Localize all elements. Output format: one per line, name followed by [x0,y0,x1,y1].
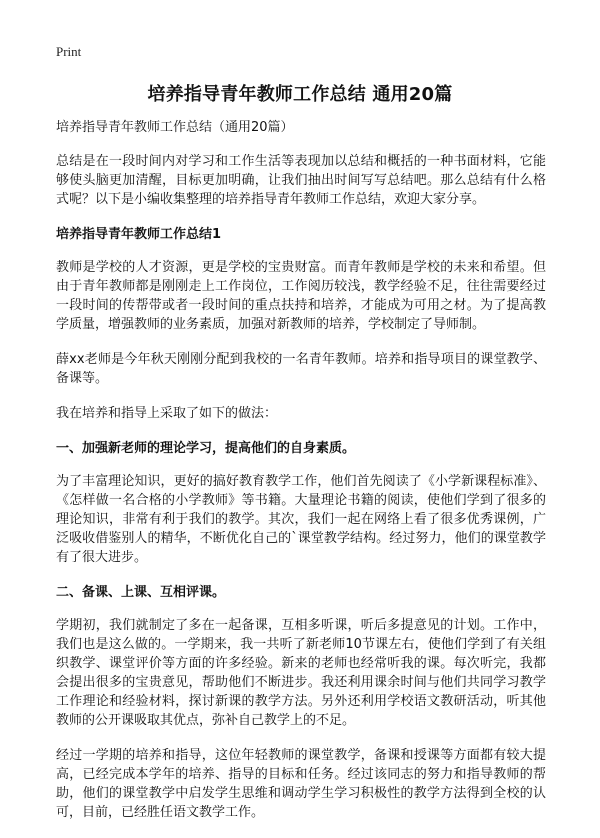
paragraph-6: 经过一学期的培养和指导，这位年轻教师的课堂教学，备课和授课等方面都有较大提高，已经完成本学年的培养、指导的目标和任务。经过该同志的努力和指导教师的帮助，他们的课堂教学中启发学生思维和调动学生学习积极性的教学方法得到全校的认可，目前，已经胜任语文教学工作。 [56,748,546,820]
subheading-lessons: 二、备课、上课、互相评课。 [56,585,226,600]
article-subtitle: 培养指导青年教师工作总结（通用20篇） [56,120,294,135]
print-link[interactable]: Print [56,44,82,59]
paragraph-4: 为了丰富理论知识，更好的搞好教育教学工作，他们首先阅读了《小学新课程标准》、《怎样做一名合格的小学教师》等书籍。大量理论书籍的阅读，使他们学到了很多的理论知识，非常有利于我们的教学。其次，我们一起在网络上看了很多优秀课例，广泛吸收借鉴别人的精华，不断优化自己的`课堂教学结构。经过努力，他们的课堂教学有了很大进步。 [56,474,546,565]
paragraph-2: 薛xx老师是今年秋天刚刚分配到我校的一名青年教师。培养和指导项目的课堂教学、备课等。 [56,352,546,386]
paragraph-1: 教师是学校的人才资源，更是学校的宝贵财富。而青年教师是学校的未来和希望。但由于青年教师都是刚刚走上工作岗位，工作阅历较浅，教学经验不足，往往需要经过一段时间的传帮带或者一段时间的重点扶持和培养，才能成为可用之材。为了提高教学质量，增强教师的业务素质，加强对新教师的培养，学校制定了导师制。 [56,260,546,332]
article-body [56,118,546,838]
page-title: 培养指导青年教师工作总结 通用20篇 [147,84,453,105]
section-heading: 培养指导青年教师工作总结1 [56,227,222,242]
intro-paragraph: 总结是在一段时间内对学习和工作生活等表现加以总结和概括的一种书面材料，它能够使头脑更加清醒，目标更加明确，让我们抽出时间写写总结吧。那么总结有什么格式呢？以下是小编收集整理的培养指导青年教师工作总结，欢迎大家分享。 [56,154,546,207]
paragraph-3: 我在培养和指导上采取了如下的做法： [56,406,278,421]
subheading-theory: 一、加强新老师的理论学习，提高他们的自身素质。 [56,441,356,456]
paragraph-5: 学期初，我们就制定了多在一起备课，互相多听课，听后多提意见的计划。工作中，我们也是这么做的。一学期来，我一共听了新老师10节课左右，使他们学到了有关组织教学、课堂评价等方面的许多经验。新来的老师也经常听我的课。每次听完，我都会提出很多的宝贵意见，帮助他们不断进步。我还利用课余时间与他们共同学习教学工作理论和经验材料，探讨新课的教学方法。另外还利用学校语文教研活动，听其他教师的公开课吸取其优点，弥补自己教学上的不足。 [56,618,546,728]
